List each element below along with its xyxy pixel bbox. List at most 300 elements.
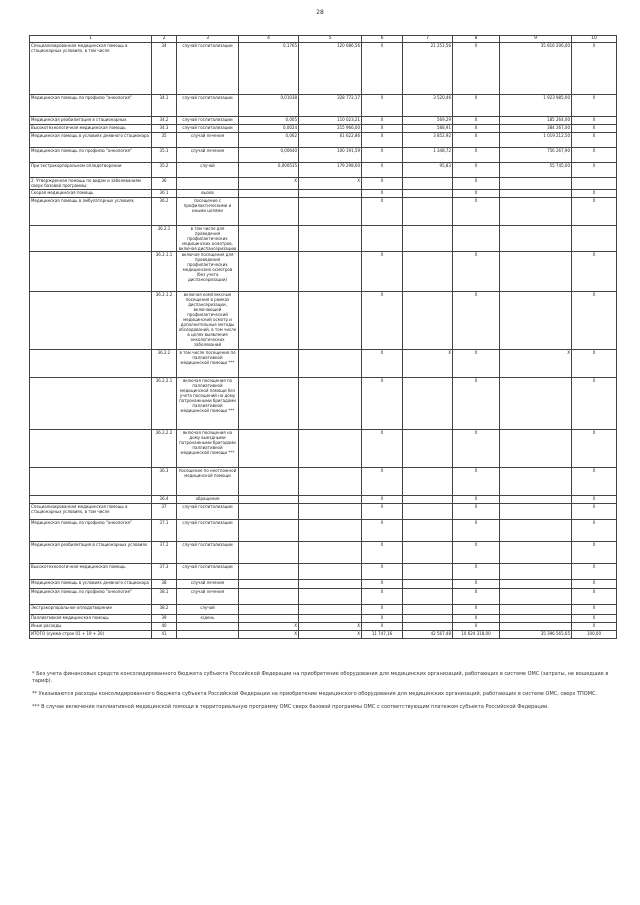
table-cell: 569,29 (403, 117, 453, 125)
table-cell: X (299, 178, 362, 190)
column-header: 5 (299, 36, 362, 43)
table-row (30, 350, 617, 378)
table-cell (403, 252, 453, 292)
table-cell: Паллиативная медицинская помощь (30, 615, 152, 623)
table-cell (299, 504, 362, 520)
table-cell: Медицинская помощь в условиях дневного стационара (30, 580, 152, 589)
table-cell: X (453, 496, 500, 504)
table-cell (403, 190, 453, 198)
table-cell (30, 350, 152, 378)
table-cell (403, 542, 453, 564)
table-cell: X (362, 496, 403, 504)
table-cell: X (299, 623, 362, 631)
table-cell (403, 292, 453, 350)
table-cell: X (453, 580, 500, 589)
table-cell (299, 589, 362, 605)
table-cell: X (572, 542, 617, 564)
table-cell (30, 430, 152, 468)
footnotes (32, 671, 620, 717)
table-cell (500, 564, 572, 580)
column-header: 6 (362, 36, 403, 43)
table-cell: 36.3 (152, 468, 177, 496)
table-cell: X (572, 430, 617, 468)
table-cell (403, 623, 453, 631)
table-cell: X (453, 623, 500, 631)
table-cell: Скорая медицинская помощь (30, 190, 152, 198)
table-cell: к/день (177, 615, 239, 623)
table-cell (299, 564, 362, 580)
financing-table (29, 35, 617, 639)
table-cell: 36.2.1 (152, 226, 177, 252)
table-cell: Медицинская помощь по профилю "онкология" (30, 520, 152, 542)
table-cell (299, 580, 362, 589)
table-cell: 1 348,72 (403, 148, 453, 163)
table-cell: 0,062 (239, 133, 299, 148)
table-cell: случай (177, 605, 239, 615)
table-cell: 185 264,00 (500, 117, 572, 125)
table-cell: 0,01038 (239, 95, 299, 117)
table-cell: X (362, 623, 403, 631)
table-cell: 55 745,00 (500, 163, 572, 178)
table-cell (572, 226, 617, 252)
table-cell: 61 622,86 (299, 133, 362, 148)
table-cell: 756 267,90 (500, 148, 572, 163)
table-cell: 0,00640 (239, 148, 299, 163)
table-cell: X (362, 589, 403, 605)
table-cell: 36.2.1.2 (152, 292, 177, 350)
table-cell (500, 623, 572, 631)
table-cell: 0,0024 (239, 125, 299, 133)
table-cell (177, 623, 239, 631)
table-cell (500, 504, 572, 520)
table-cell: X (572, 580, 617, 589)
table-cell (299, 198, 362, 226)
column-header: 8 (453, 36, 500, 43)
table-cell: X (572, 43, 617, 95)
table-cell (239, 468, 299, 496)
table-cell (30, 468, 152, 496)
table-row (30, 95, 617, 117)
table-cell (299, 430, 362, 468)
table-cell: 34.1 (152, 95, 177, 117)
table-cell (500, 430, 572, 468)
table-row (30, 292, 617, 350)
table-row (30, 133, 617, 148)
table-row (30, 504, 617, 520)
table-cell: X (362, 504, 403, 520)
table-cell (239, 378, 299, 430)
table-cell: включая комплексные посещения в рамках диспансеризации, включающей профилактический медицинский осмотр и дополнительные методы обследований, в том числе в целях выявления онкологических заболеваний (177, 292, 239, 350)
table-row (30, 178, 617, 190)
table-cell: X (453, 504, 500, 520)
table-row (30, 631, 617, 639)
table-row (30, 117, 617, 125)
table-cell: X (572, 378, 617, 430)
table-cell: X (572, 520, 617, 542)
table-cell: случай госпитализации (177, 504, 239, 520)
table-cell (403, 198, 453, 226)
table-cell (239, 430, 299, 468)
table-cell: X (572, 133, 617, 148)
table-cell (500, 292, 572, 350)
table-cell: 110 023,21 (299, 117, 362, 125)
footnote: ** Указываются расходы консолидированного бюджета субъекта Российской Федерации на приобретение медицинского оборудования для медицинских организаций, работающих в системе ОМС, сверх ТПОМС. (32, 691, 598, 697)
table-cell: случай госпитализации (177, 95, 239, 117)
table-cell: Медицинская помощь по профилю "онкология" (30, 95, 152, 117)
table-cell (500, 198, 572, 226)
table-cell: X (453, 615, 500, 623)
table-cell: 37.1 (152, 520, 177, 542)
table-cell (403, 468, 453, 496)
column-header: 10 (572, 36, 617, 43)
column-header: 1 (30, 36, 152, 43)
table-cell (403, 178, 453, 190)
table-cell (299, 378, 362, 430)
table-cell: 35 (152, 133, 177, 148)
table-cell: X (362, 520, 403, 542)
table-cell: X (362, 95, 403, 117)
table-cell: Высокотехнологичная медицинская помощь (30, 564, 152, 580)
table-row (30, 468, 617, 496)
table-cell: 42 567,48 (403, 631, 453, 639)
table-cell: Медицинская помощь в амбулаторных условиях (30, 198, 152, 226)
column-header: 3 (177, 36, 239, 43)
table-cell: Медицинская помощь по профилю "онкология" (30, 148, 152, 163)
table-cell: X (572, 615, 617, 623)
table-cell: 37 (152, 504, 177, 520)
footnote: * Без учета финансовых средств консолидированного бюджета субъекта Российской Федерации на приобретение оборудования для медицинских организаций, работающих в системе ОМС (затраты, не вошедшие в тариф). (32, 671, 609, 684)
table-row (30, 378, 617, 430)
table-cell (239, 615, 299, 623)
table-cell: 3 852,92 (403, 133, 453, 148)
table-cell: X (453, 378, 500, 430)
table-cell: случай (177, 163, 239, 178)
table-cell: X (572, 350, 617, 378)
table-cell (403, 615, 453, 623)
table-cell (500, 468, 572, 496)
table-row (30, 605, 617, 615)
table-row (30, 589, 617, 605)
table-cell: посещение по неотложной медицинской помощи (177, 468, 239, 496)
table-cell (500, 252, 572, 292)
table-cell: X (572, 292, 617, 350)
table-cell: X (362, 117, 403, 125)
table-cell: X (453, 148, 500, 163)
table-cell (500, 520, 572, 542)
table-cell (500, 496, 572, 504)
table-cell: X (362, 542, 403, 564)
table-row (30, 615, 617, 623)
table-cell (403, 430, 453, 468)
table-cell (403, 378, 453, 430)
table-cell: X (239, 178, 299, 190)
table-cell: 34.2 (152, 117, 177, 125)
table-cell: случай госпитализации (177, 564, 239, 580)
table-cell (239, 605, 299, 615)
table-cell: 34.3 (152, 125, 177, 133)
table-cell: X (362, 580, 403, 589)
table-cell (500, 605, 572, 615)
table-cell (239, 226, 299, 252)
table-cell: X (453, 117, 500, 125)
table-row (30, 190, 617, 198)
table-cell: 41 (152, 631, 177, 639)
table-row (30, 520, 617, 542)
table-cell: X (362, 605, 403, 615)
table-cell: X (572, 605, 617, 615)
table-cell: X (572, 589, 617, 605)
table-cell: X (572, 125, 617, 133)
table-cell (299, 190, 362, 198)
table-row (30, 496, 617, 504)
table-cell (403, 520, 453, 542)
table-cell: X (362, 252, 403, 292)
table-cell: Высокотехнологичная медицинская помощь (30, 125, 152, 133)
table-cell: X (362, 615, 403, 623)
table-cell (500, 378, 572, 430)
table-cell (299, 520, 362, 542)
table-cell (299, 350, 362, 378)
table-cell: 10 624 318,00 (453, 631, 500, 639)
footnote: *** В случае включения паллиативной медицинской помощи в территориальную программу ОМС сверх базовой программы ОМС с соответствующим платежом субъекта Российской Федерации. (32, 704, 549, 710)
column-header: 4 (239, 36, 299, 43)
table-cell: X (453, 589, 500, 605)
table-cell (500, 589, 572, 605)
table-cell: 100,00 (572, 631, 617, 639)
table-cell (239, 252, 299, 292)
table-cell: X (453, 350, 500, 378)
table-cell (500, 226, 572, 252)
table-cell: X (572, 504, 617, 520)
table-cell: X (453, 520, 500, 542)
table-cell (403, 496, 453, 504)
table-cell: X (453, 430, 500, 468)
table-cell (299, 252, 362, 292)
table-cell: X (572, 117, 617, 125)
table-cell: 588,91 (403, 125, 453, 133)
table-cell: 3 520,46 (403, 95, 453, 117)
table-row (30, 430, 617, 468)
table-cell: X (572, 148, 617, 163)
table-cell: 36.4 (152, 496, 177, 504)
table-cell: 0,000535 (239, 163, 299, 178)
table-cell (500, 542, 572, 564)
table-cell: включая посещения для проведения профилактических медицинских осмотров (без учета диспансеризации) (177, 252, 239, 292)
table-cell: случай госпитализации (177, 542, 239, 564)
table-cell: X (362, 564, 403, 580)
table-cell (30, 226, 152, 252)
table-cell: 36.1 (152, 190, 177, 198)
table-cell: 384 267,00 (500, 125, 572, 133)
table-cell: 39 (152, 615, 177, 623)
table-cell: X (453, 198, 500, 226)
table-cell: X (362, 43, 403, 95)
table-cell (299, 292, 362, 350)
table-cell: 120 686,56 (299, 43, 362, 95)
table-cell: Медицинская реабилитация в стационарных (30, 117, 152, 125)
table-cell (299, 605, 362, 615)
table-cell: X (362, 430, 403, 468)
table-cell: 38.1 (152, 589, 177, 605)
table-cell: Экстракорпоральное оплодотворение (30, 605, 152, 615)
table-cell: X (362, 178, 403, 190)
table-cell: включая посещения на дому выездными патронажными бригадами паллиативной медицинской помощи *** (177, 430, 239, 468)
table-cell (403, 605, 453, 615)
table-row (30, 623, 617, 631)
table-row (30, 252, 617, 292)
table-row (30, 580, 617, 589)
table-cell: X (453, 468, 500, 496)
table-cell: X (572, 496, 617, 504)
table-cell: 35.1 (152, 148, 177, 163)
table-cell: X (362, 378, 403, 430)
table-cell: 328 772,17 (299, 95, 362, 117)
table-cell: Медицинская реабилитация в стационарных условиях (30, 542, 152, 564)
table-cell: Иные расходы (30, 623, 152, 631)
table-cell: 95,83 (403, 163, 453, 178)
column-header: 7 (403, 36, 453, 43)
table-cell: X (453, 133, 500, 148)
table-cell (362, 226, 403, 252)
table-cell: случай госпитализации (177, 125, 239, 133)
table-cell: посещение с профилактическими и иными целями (177, 198, 239, 226)
table-cell (239, 589, 299, 605)
table-cell (299, 468, 362, 496)
table-row (30, 542, 617, 564)
table-cell: случай госпитализации (177, 43, 239, 95)
table-row (30, 564, 617, 580)
table-cell: 37.2 (152, 542, 177, 564)
table-cell (239, 520, 299, 542)
table-cell (572, 178, 617, 190)
table-cell (299, 226, 362, 252)
table-cell: случай лечения (177, 589, 239, 605)
table-cell: X (362, 148, 403, 163)
table-cell: X (362, 468, 403, 496)
table-row (30, 125, 617, 133)
table-cell (500, 190, 572, 198)
table-cell: X (362, 133, 403, 148)
table-cell (299, 496, 362, 504)
table-cell: X (362, 198, 403, 226)
table-cell: случай лечения (177, 133, 239, 148)
table-cell: в том числе посещения по паллиативной медицинской помощи *** (177, 350, 239, 378)
table-cell: X (362, 125, 403, 133)
table-cell: случай госпитализации (177, 117, 239, 125)
table-cell (500, 580, 572, 589)
table-row (30, 163, 617, 178)
table-cell: 0,005 (239, 117, 299, 125)
table-cell (239, 564, 299, 580)
table-cell: X (572, 468, 617, 496)
table-cell: 35.2 (152, 163, 177, 178)
table-cell (239, 292, 299, 350)
table-cell: случай лечения (177, 580, 239, 589)
table-cell (30, 378, 152, 430)
table-cell: 1 019 212,50 (500, 133, 572, 148)
table-cell (500, 615, 572, 623)
table-cell: 38 (152, 580, 177, 589)
table-cell: X (453, 292, 500, 350)
table-cell: X (239, 631, 299, 639)
table-cell: 100 191,59 (299, 148, 362, 163)
table-cell: X (362, 190, 403, 198)
table-cell (30, 292, 152, 350)
table-row (30, 226, 617, 252)
table-cell: ИТОГО (сумма строк 01 + 19 + 20) (30, 631, 152, 639)
table-cell (239, 542, 299, 564)
table-cell: случай госпитализации (177, 520, 239, 542)
table-cell: X (572, 252, 617, 292)
table-cell (239, 350, 299, 378)
column-header: 2 (152, 36, 177, 43)
table-cell: 1 923 985,00 (500, 95, 572, 117)
table-cell: Специализированная медицинская помощь в стационарных условиях, в том числе (30, 43, 152, 95)
table-cell: Медицинская помощь в условиях дневного стационара (30, 133, 152, 148)
table-cell (239, 198, 299, 226)
table-cell (403, 580, 453, 589)
table-cell: Медицинская помощь по профилю "онкология" (30, 589, 152, 605)
table-cell: 36 (152, 178, 177, 190)
table-cell: 215 966,00 (299, 125, 362, 133)
table-cell: 40 (152, 623, 177, 631)
table-cell (239, 496, 299, 504)
table-cell: вызов (177, 190, 239, 198)
table-cell: X (572, 190, 617, 198)
table-cell: X (453, 564, 500, 580)
table-cell: X (403, 350, 453, 378)
table-cell (239, 580, 299, 589)
table-cell: Специализированная медицинская помощь в стационарных условиях, в том числе (30, 504, 152, 520)
table-cell: X (500, 350, 572, 378)
table-cell: 36.2 (152, 198, 177, 226)
table-cell: 179 298,00 (299, 163, 362, 178)
table-cell: X (453, 252, 500, 292)
table-cell (453, 226, 500, 252)
table-cell: 11 747,16 (362, 631, 403, 639)
table-cell: X (572, 163, 617, 178)
table-cell: X (453, 163, 500, 178)
table-row (30, 43, 617, 95)
table-cell: 34 (152, 43, 177, 95)
table-cell: 38.2 (152, 605, 177, 615)
table-cell (30, 252, 152, 292)
table-cell: включая посещения по паллиативной медицинской помощи без учета посещений на дому патронажными бригадами паллиативной медицинской помощи *** (177, 378, 239, 430)
page-number: 28 (316, 9, 324, 16)
table-cell: X (572, 198, 617, 226)
table-cell: 36.2.2.1 (152, 378, 177, 430)
table-cell: обращение (177, 496, 239, 504)
table-cell: 36.2.1.1 (152, 252, 177, 292)
table-row (30, 198, 617, 226)
table-cell (403, 504, 453, 520)
table-cell (239, 504, 299, 520)
table-cell: 35 816 206,00 (500, 43, 572, 95)
table-cell: X (453, 542, 500, 564)
table-cell (177, 178, 239, 190)
table-cell: X (453, 605, 500, 615)
column-header: 9 (500, 36, 572, 43)
table-cell: X (572, 564, 617, 580)
table-cell (239, 190, 299, 198)
table-cell: X (362, 292, 403, 350)
table-cell: X (572, 623, 617, 631)
table-cell: X (453, 43, 500, 95)
table-cell: в том числе для проведения профилактических медицинских осмотров, включая диспансеризацию (177, 226, 239, 252)
table-cell: X (299, 631, 362, 639)
table-cell: X (453, 178, 500, 190)
table-cell: X (453, 95, 500, 117)
